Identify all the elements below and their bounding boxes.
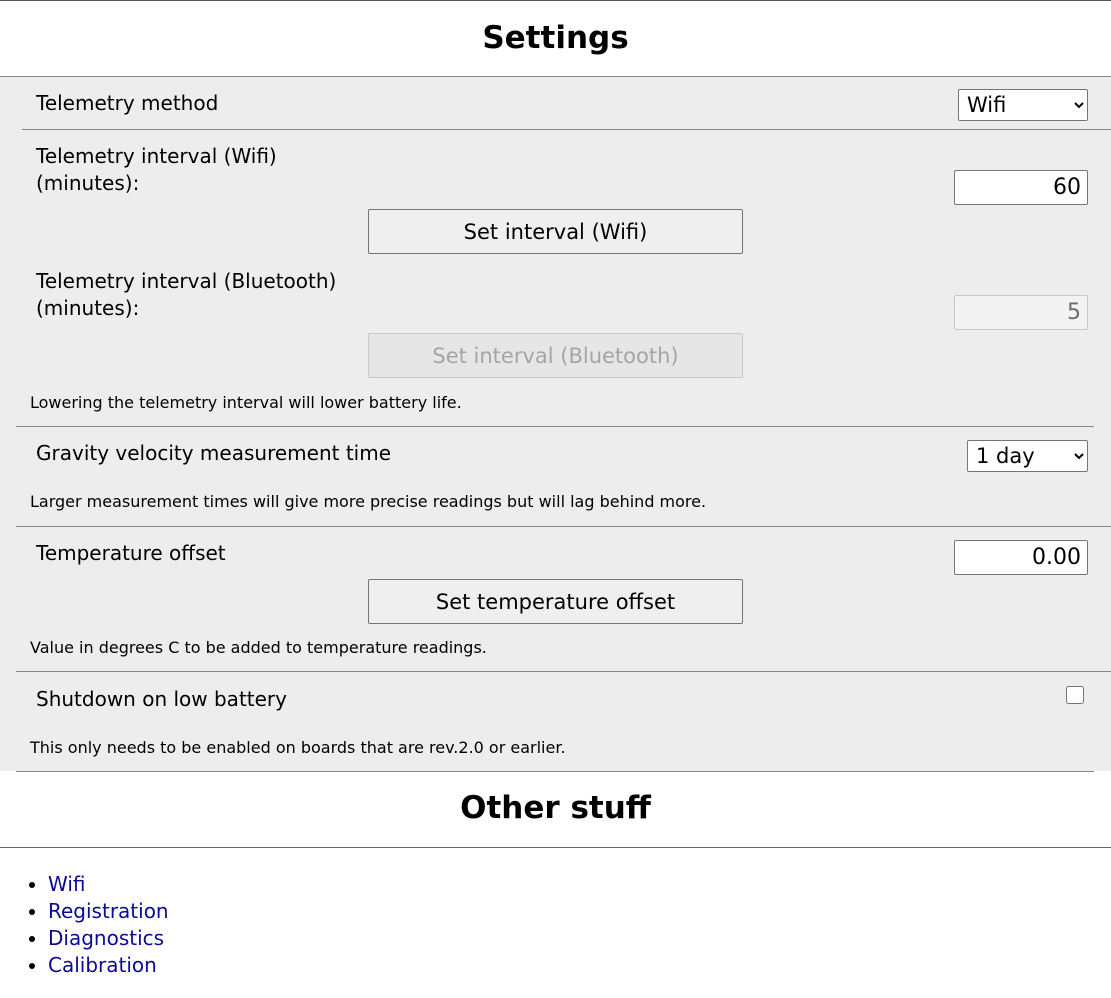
divider <box>16 671 1111 672</box>
telemetry-interval-wifi-input[interactable] <box>954 170 1088 205</box>
link-registration[interactable]: Registration <box>48 899 169 923</box>
gravity-velocity-note: Larger measurement times will give more precise readings but will lag behind more. <box>30 492 707 511</box>
set-interval-wifi-button[interactable]: Set interval (Wifi) <box>368 209 743 254</box>
settings-panel <box>0 77 1111 771</box>
telemetry-interval-bluetooth-label: Telemetry interval (Bluetooth) <box>36 269 337 293</box>
list-item <box>48 952 169 979</box>
shutdown-low-battery-note: This only needs to be enabled on boards that are rev.2.0 or earlier. <box>30 738 566 757</box>
link-diagnostics[interactable]: Diagnostics <box>48 926 165 950</box>
link-wifi[interactable]: Wifi <box>48 872 86 896</box>
shutdown-low-battery-checkbox[interactable] <box>1066 686 1084 704</box>
other-stuff-links <box>0 871 169 979</box>
list-item <box>48 898 169 925</box>
temperature-offset-label: Temperature offset <box>36 541 226 565</box>
telemetry-interval-wifi-label: Telemetry interval (Wifi) <box>36 144 277 168</box>
divider <box>0 847 1111 848</box>
settings-heading: Settings <box>482 20 629 56</box>
temperature-offset-note: Value in degrees C to be added to temperature readings. <box>30 638 487 657</box>
divider <box>16 426 1094 427</box>
gravity-velocity-label: Gravity velocity measurement time <box>36 441 391 465</box>
shutdown-low-battery-label: Shutdown on low battery <box>36 687 287 711</box>
telemetry-interval-wifi-unit-label: (minutes): <box>36 171 140 195</box>
top-border <box>0 0 1111 1</box>
list-item <box>48 925 169 952</box>
set-temperature-offset-button[interactable]: Set temperature offset <box>368 579 743 624</box>
other-stuff-heading: Other stuff <box>460 790 651 826</box>
list-item <box>48 871 169 898</box>
temperature-offset-input[interactable] <box>954 540 1088 575</box>
telemetry-method-select[interactable] <box>958 89 1088 121</box>
telemetry-interval-bluetooth-input <box>954 295 1088 330</box>
telemetry-note: Lowering the telemetry interval will lower battery life. <box>30 393 462 412</box>
link-calibration[interactable]: Calibration <box>48 953 157 977</box>
telemetry-interval-bluetooth-unit-label: (minutes): <box>36 296 140 320</box>
divider <box>16 771 1094 772</box>
divider <box>22 129 1111 130</box>
divider <box>16 526 1111 527</box>
telemetry-method-label: Telemetry method <box>36 91 219 115</box>
gravity-velocity-select[interactable] <box>967 440 1088 472</box>
set-interval-bluetooth-button: Set interval (Bluetooth) <box>368 333 743 378</box>
